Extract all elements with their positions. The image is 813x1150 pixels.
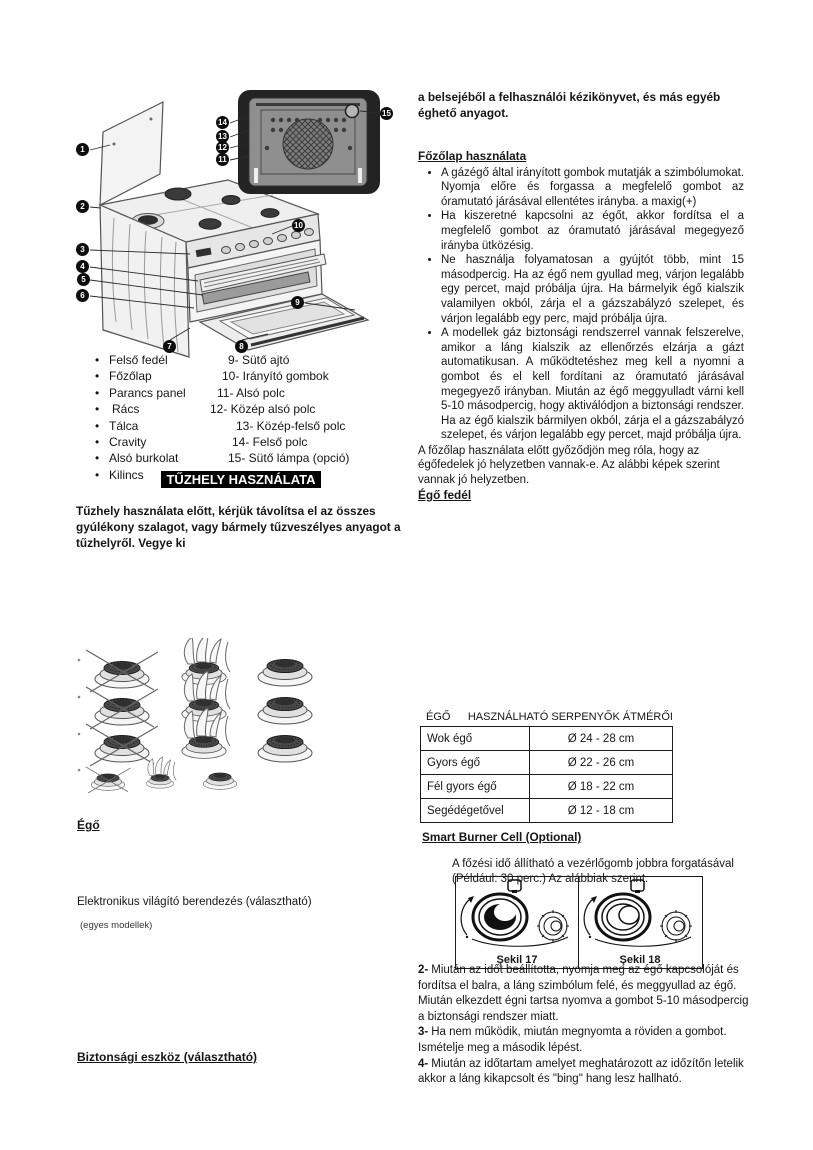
list-item: • Alsó burkolat [95,451,179,466]
list-item: 11- Alsó polc [217,385,285,400]
callout-6: 6 [76,289,89,302]
models-note: (egyes modellek) [80,920,153,931]
figure-caption: Şekil 18 [619,954,661,966]
intro-paragraph: a belsejéből a felhasználói kézikönyvet, és más egyéb éghető anyagot. [418,90,721,120]
callout-2: 2 [76,200,89,213]
burner-name-cell: Wok égő [421,727,530,751]
hob-usage-heading: Főzőlap használata [418,149,527,163]
diameter-cell: Ø 12 - 18 cm [530,799,673,823]
lid-drawing [100,102,163,205]
smart-burner-steps [418,963,749,1088]
callout-11: 11 [216,153,229,166]
list-item: 10- Irányító gombok [222,369,329,384]
step-number: 4- [418,1057,429,1070]
callout-5: 5 [77,273,90,286]
parts-numbered-column [207,352,397,483]
usage-paragraph: Tűzhely használata előtt, kérjük távolítsa el az összes gyúlékony szalagot, vagy bármely tűzveszélyes anyagot a tűzhelyről. Vegye ki [76,503,401,550]
electronic-ignition-label: Elektronikus világító berendezés (választható) [77,896,312,908]
parts-bullet-column [95,352,207,483]
burner-name-cell: Fél gyors égő [421,775,530,799]
hob-usage-bullets [418,166,744,443]
list-item: • Ne használja folyamatosan a gyújtót több, mint 15 másodpercig. Ha az égő nem gyullad meg, várjon legalább egy percet, majd próbálja újra. Ha bármelyik égő kialszik valamilyen okból, zárja el a gázszabályzó szelepet, és várjon legalább egy perc, majd próbálja újra. [441,253,744,326]
burner-caps-figure [70,638,332,823]
list-item: • Tálca [95,418,139,433]
figure-18-panel [578,877,701,968]
step-3: 3- Ha nem működik, miután megnyomta a röviden a gombot. Ismételje meg a második lépést. [418,1026,727,1054]
list-item: 12- Közép alsó polc [210,402,316,417]
table-header-row [420,711,673,723]
table-row [421,727,673,751]
burner-name-cell: Gyors égő [421,751,530,775]
callout-10: 10 [292,219,305,232]
after-bullets-paragraph: A főzőlap használata előtt győződjön meg róla, hogy az égőfedelek jó helyzetben vannak-e. Az alábbi képek szerint vannak jó helyzetben. [418,444,720,487]
callout-8: 8 [235,340,248,353]
knob-drawing-filled [456,877,576,949]
list-item: • Cravity [95,435,147,450]
step-number: 2- [418,964,429,976]
usage-heading: TŰZHELY HASZNÁLATA [161,471,320,488]
pan-table-section [420,711,673,823]
callout-1: 1 [76,143,89,156]
table-row [421,775,673,799]
list-item: • Főzőlap [95,369,152,384]
step-2: 2- Miután az időt beállította, nyomja meg az égő kapcsolóját és fordítsa el balra, a láng szimbólum felé, és meggyullad az égő. Miután elkezdett égni tartsa nyomva a gombot 5-10 másodpercig a biztonsági rendszer miatt. [418,964,749,1023]
burner-section-label: Égő [77,818,100,832]
list-item: • A gázégő által irányított gombok mutatják a szimbólumokat. Nyomja előre és forgassa a megfelelő gombot az óramutató járásával ellentétes irányba. a maxig(+) [441,166,744,210]
list-item: • A modellek gáz biztonsági rendszerrel vannak felszerelve, amikor a láng kialszik az ellenőrzés elzárja a gázt automatikusan. A működtetéshez meg kell a nyomni a gombot és el kell fordítani az óramutató járásával megegyező irányban. Miután az égő meggyulladt várni kell 5-10 másodpercig, hogy aktiválódjon a biztonsági rendszer. Ha az égő kialszik bármilyen okból, zárja el a gázszabályzó szelepet, és várjon legalább egy percet, majd próbálja újra. [441,326,744,443]
list-item: 13- Közép-felső polc [236,418,346,433]
smart-burner-description: A főzési idő állítható a vezérlőgomb jobbra forgatásával (Például: 30 perc.) Az alábbiak szerint. [452,857,734,885]
list-item: • Parancs panel [95,385,186,400]
callout-12: 12 [216,141,229,154]
smart-burner-heading: Smart Burner Cell (Optional) [422,830,582,844]
oven-inset-drawing [238,90,380,194]
callout-3: 3 [76,243,89,256]
oven-lamp-icon [346,105,359,118]
list-item: • Rács [95,402,140,417]
knob-figures [455,876,703,969]
list-item: • Kilincs [95,467,144,482]
table-row [421,751,673,775]
stove-line-art [68,82,414,364]
table-row [421,799,673,823]
burner-caps-drawing [70,638,332,818]
burner-cap-heading: Égő fedél [418,487,472,502]
callout-13: 13 [216,130,229,143]
burner-name-cell: Segédégetővel [421,799,530,823]
usage-heading-wrap [76,471,406,489]
parts-list [95,352,405,483]
list-item: • Ha kiszeretné kapcsolni az égőt, akkor fordítsa el a megfelelő gombot az óramutató járásával megegyező irányba ütközésig. [441,209,744,253]
safety-device-label: Biztonsági eszköz (választható) [77,1050,258,1064]
list-item: 15- Sütő lámpa (opció) [228,451,350,466]
diameter-cell: Ø 22 - 26 cm [530,751,673,775]
pan-diameter-table [420,726,673,823]
step-number: 3- [418,1026,429,1039]
callout-7: 7 [163,340,176,353]
diameter-cell: Ø 24 - 28 cm [530,727,673,751]
list-item: • Felső fedél [95,353,168,367]
diameter-cell: Ø 18 - 22 cm [530,775,673,799]
list-item: 14- Felső polc [232,435,308,450]
callout-4: 4 [76,260,89,273]
callout-15: 15 [380,107,393,120]
figure-17-panel [456,877,578,968]
stove-diagram [68,82,414,364]
list-item: 9- Sütő ajtó [228,353,290,367]
table-header-diameter: HASZNÁLHATÓ SERPENYŐK ÁTMÉRŐI [467,711,673,723]
knob-drawing-outline [579,877,699,949]
step-4: 4- Miután az időtartam amelyet meghatározott az időzítőn letelik akkor a láng kikapcsolt és "bing" hang lesz hallható. [418,1057,744,1086]
table-header-burner: ÉGŐ [426,711,451,723]
callout-14: 14 [216,116,229,129]
figure-caption: Şekil 17 [496,954,538,966]
right-column [418,90,744,502]
callout-9: 9 [291,296,304,309]
